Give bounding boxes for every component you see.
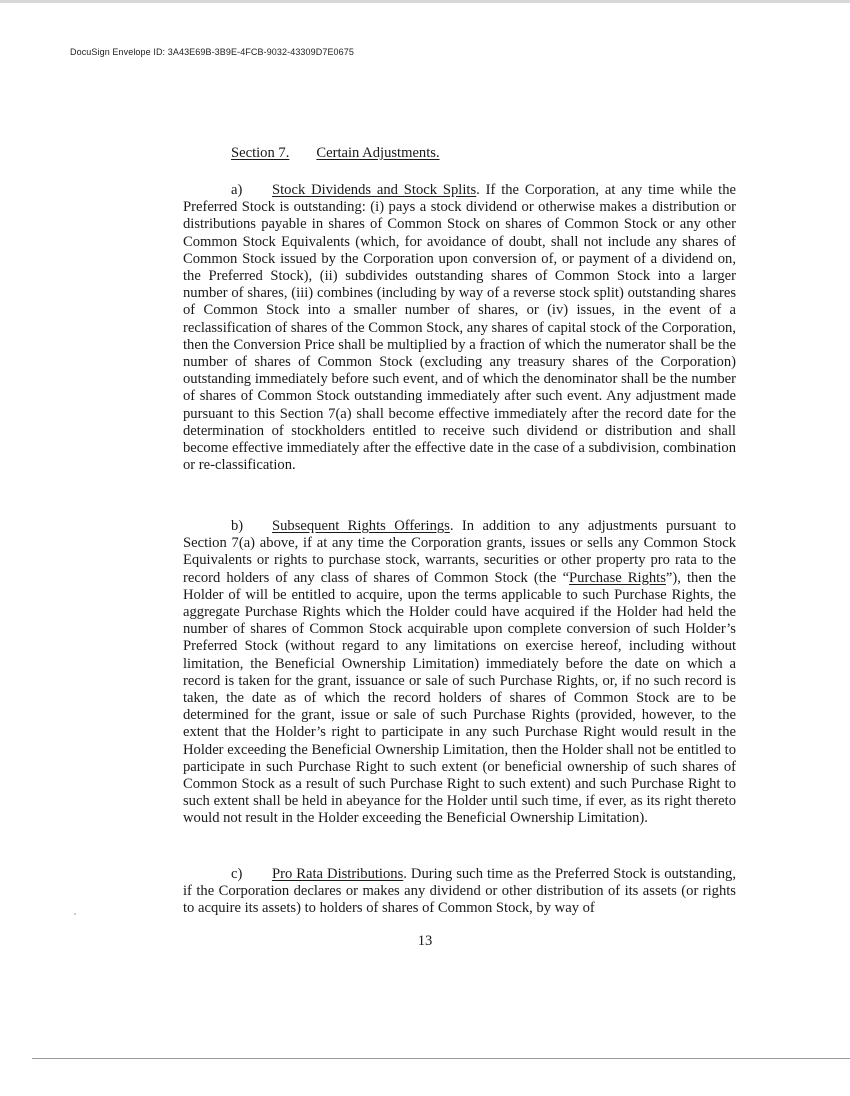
purchase-rights-defined-term: Purchase Rights: [569, 569, 666, 586]
paragraph-b-text-after: ”), then the Holder of will be entitled to acquire, upon the terms applicable to such Purchase Rights, the aggregate Purchase Rights which the Holder could have acquired if the Holder had held the number of shares of Common Stock acquirable upon complete conversion of such Holder’s Preferred Stock (without regard to any limitations on exercise hereof, including without limitation, the Beneficial Ownership Limitation) immediately before the date on which a record is taken for the grant, issuance or sale of such Purchase Rights, or, if no such record is taken, the date as of which the record holders of shares of Common Stock are to be determined for the grant, issue or sale of such Purchase Rights (provided, however, to the extent that the Holder’s right to participate in any such Purchase Right would result in the Holder exceeding the Beneficial Ownership Limitation, then the Holder shall not be entitled to participate in such Purchase Right to such extent (or beneficial ownership of such shares of Common Stock as a result of such Purchase Right to such extent) and such Purchase Right to such extent shall be held in abeyance for the Holder until such time, if ever, as its right thereto would not result in the Holder exceeding the Beneficial Ownership Limitation).: [183, 569, 736, 827]
paragraph-c-marker: c): [231, 866, 243, 882]
paragraph-a-marker: a): [231, 182, 243, 198]
paragraph-a-caption: Stock Dividends and Stock Splits: [272, 182, 477, 198]
page-top-edge: [0, 0, 850, 3]
paragraph-c-caption: Pro Rata Distributions: [272, 866, 404, 882]
paragraph-a: [183, 182, 736, 474]
paragraph-b: [183, 518, 736, 828]
paragraph-c-text: . During such time as the Preferred Stock is outstanding, if the Corporation declares or makes any dividend or other distribution of its assets (or rights to acquire its assets) to holders of shares of Common Stock, by way of: [183, 866, 736, 917]
paragraph-a-text: . If the Corporation, at any time while the Preferred Stock is outstanding: (i) pays a stock dividend or otherwise makes a distribution or distributions payable in shares of Common Stock on shares of Common Stock or any other Common Stock Equivalents (which, for avoidance of doubt, shall not include any shares of Common Stock issued by the Corporation upon conversion of, or payment of a dividend on, the Preferred Stock), (ii) subdivides outstanding shares of Common Stock into a larger number of shares, (iii) combines (including by way of a reverse stock split) outstanding shares of Common Stock into a smaller number of shares, or (iv) issues, in the event of a reclassification of shares of the Common Stock, any shares of capital stock of the Corporation, then the Conversion Price shall be multiplied by a fraction of which the numerator shall be the number of shares of Common Stock (excluding any treasury shares of the Corporation) outstanding immediately before such event, and of which the denominator shall be the number of shares of Common Stock outstanding immediately after such event. Any adjustment made pursuant to this Section 7(a) shall become effective immediately after the record date for the determination of stockholders entitled to receive such dividend or distribution and shall become effective immediately after the effective date in the case of a subdivision, combination or re-classification.: [183, 182, 736, 474]
bottom-scan-line: [32, 1058, 850, 1059]
paragraph-b-caption: Subsequent Rights Offerings: [272, 518, 450, 534]
docusign-envelope-id: DocuSign Envelope ID: 3A43E69B-3B9E-4FCB-9032-43309D7E0675: [70, 47, 354, 57]
section-number: Section 7.: [231, 145, 290, 161]
scan-speck: [74, 913, 76, 915]
paragraph-c: [183, 866, 736, 918]
section-heading: [231, 145, 440, 162]
page-number: 13: [417, 933, 433, 949]
section-title: Certain Adjustments.: [316, 145, 440, 161]
paragraph-b-text-before: . In addition to any adjustments pursuant to Section 7(a) above, if at any time the Corporation grants, issues or sells any Common Stock Equivalents or rights to purchase stock, warrants, securities or other property pro rata to the record holders of any class of shares of Common Stock (the “: [183, 518, 736, 586]
paragraph-b-marker: b): [231, 518, 244, 534]
